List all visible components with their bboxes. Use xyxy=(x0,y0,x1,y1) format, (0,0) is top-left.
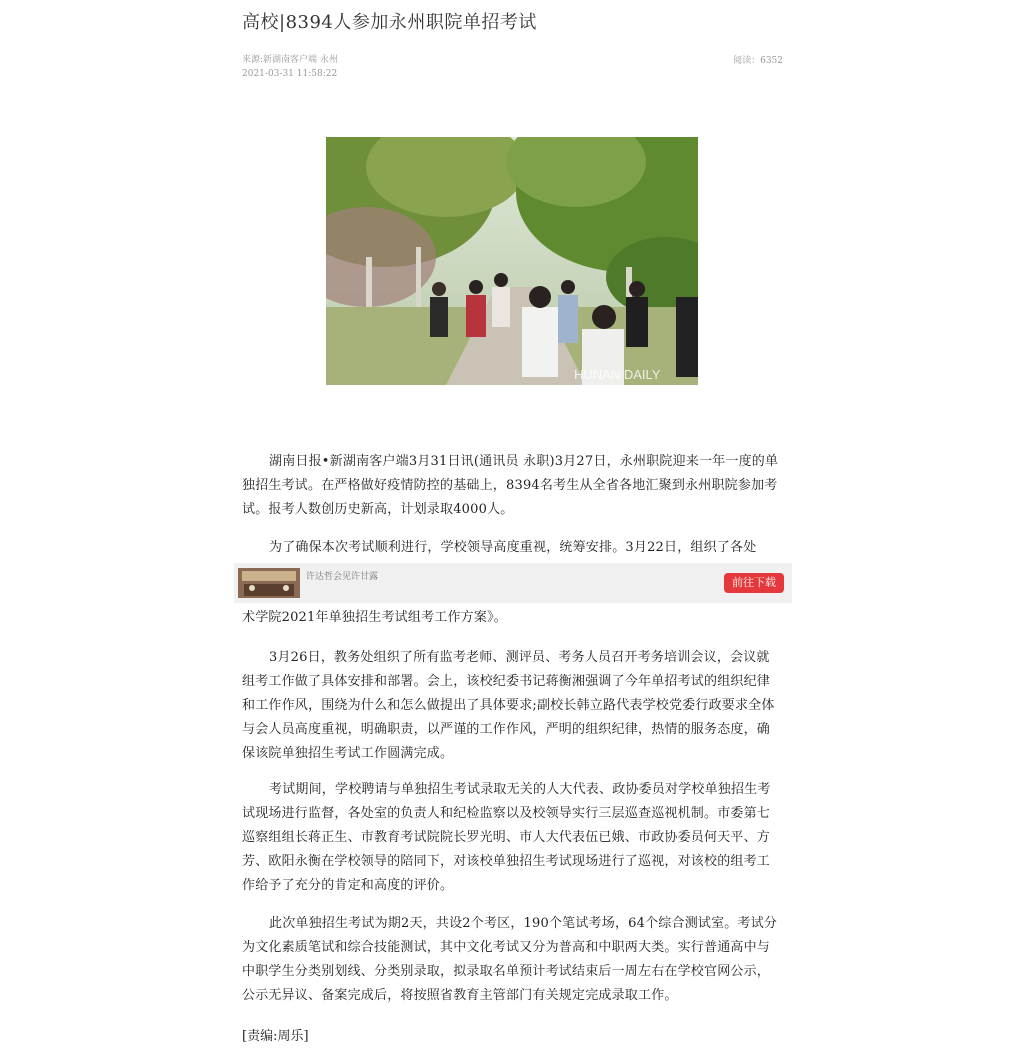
article-paragraph-2: 为了确保本次考试顺利进行，学校领导高度重视，统筹安排。3月22日，组织了各处 xyxy=(269,540,757,555)
banner-thumbnail xyxy=(238,568,300,598)
photo-illustration xyxy=(326,137,698,385)
article-photo xyxy=(326,137,698,385)
app-download-banner[interactable] xyxy=(234,563,792,603)
article-paragraph-5: 考试期间，学校聘请与单独招生考试录取无关的人大代表、政协委员对学校单独招生考试现场进行监督，各处室的负责人和纪检监察以及校领导实行三层巡查巡视机制。市委第七巡察组组长蒋正生、市教育考试院院长罗光明、市人大代表伍已娥、市政协委员何天平、方芳、欧阳永衡在学校领导的陪同下，对该校单独招生考试现场进行了巡视，对该校的组考工作给予了充分的肯定和高度的评价。 xyxy=(242,782,771,893)
article-title: 高校|8394人参加永州职院单招考试 xyxy=(242,12,537,33)
article-meta xyxy=(242,53,338,81)
photo-watermark: HUNAN DAILY xyxy=(574,367,661,382)
editor-credit: [责编:周乐] xyxy=(242,1029,309,1044)
article-paragraph-4: 3月26日，教务处组织了所有监考老师、测评员、考务人员召开考务培训会议，会议就组考工作做了具体安排和部署。会上，该校纪委书记蒋衡湘强调了今年单招考试的组织纪律和工作作风，围绕为什么和怎么做提出了具体要求;副校长韩立路代表学校党委行政要求全体与会人员高度重视，明确职责，以严谨的工作作风，严明的组织纪律，热情的服务态度，确保该院单独招生考试工作圆满完成。 xyxy=(242,650,775,761)
read-count: 阅读：6352 xyxy=(733,56,783,66)
article-datetime: 2021-03-31 11:58:22 xyxy=(242,69,338,79)
banner-headline[interactable]: 许达哲会见许甘露 xyxy=(306,572,379,582)
article-paragraph-1: 湖南日报•新湖南客户端3月31日讯(通讯员 永职)3月27日，永州职院迎来一年一度的单独招生考试。在严格做好疫情防控的基础上，8394名考生从全省各地汇聚到永州职院参加考试。报考人数创历史新高，计划录取4000人。 xyxy=(242,454,779,517)
article-paragraph-3: 术学院2021年单独招生考试组考工作方案》。 xyxy=(242,610,507,625)
article-source: 来源:新湖南客户端 永州 xyxy=(242,55,338,65)
article-paragraph-6: 此次单独招生考试为期2天，共设2个考区，190个笔试考场，64个综合测试室。考试分为文化素质笔试和综合技能测试，其中文化考试又分为普高和中职两大类。实行普通高中与中职学生分类别划线、分类别录取，拟录取名单预计考试结束后一周左右在学校官网公示，公示无异议、备案完成后，将按照省教育主管部门有关规定完成录取工作。 xyxy=(242,916,778,1003)
download-button[interactable]: 前往下载 xyxy=(724,573,784,593)
